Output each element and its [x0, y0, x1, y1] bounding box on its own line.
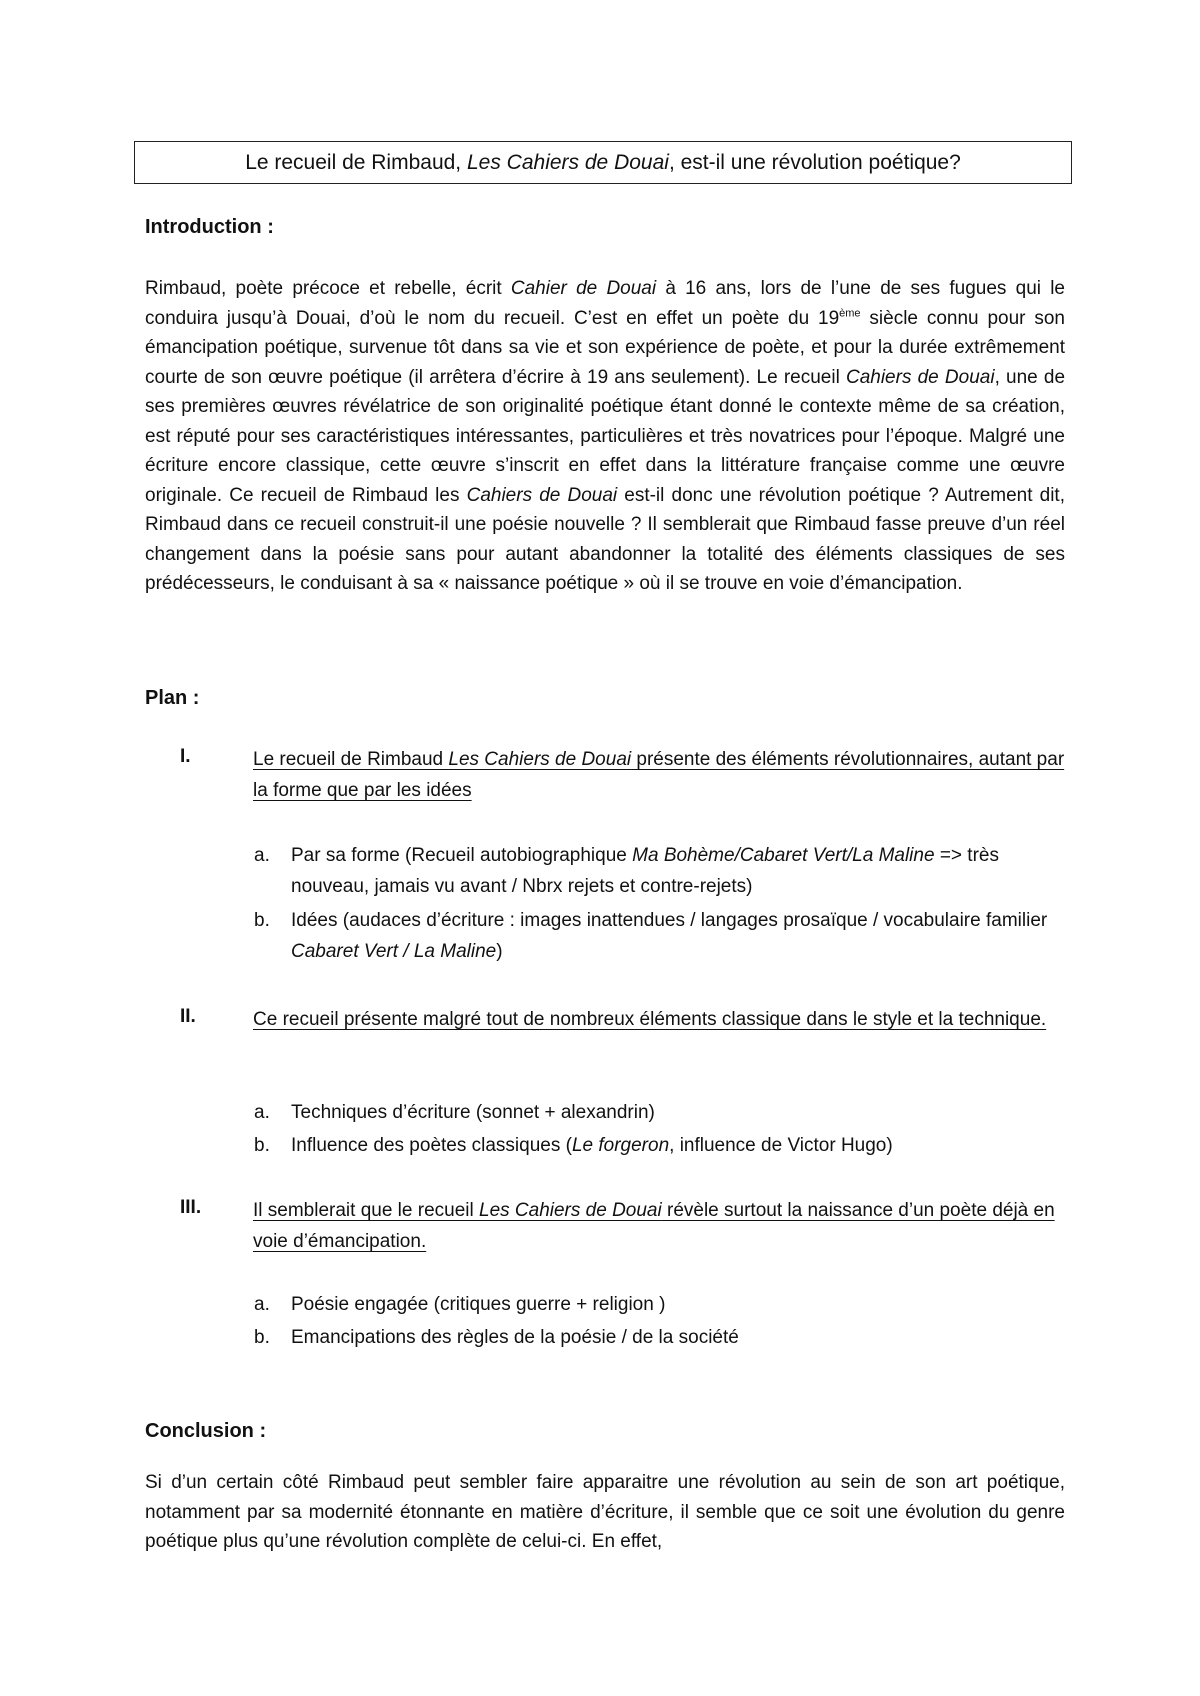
list-item-text: Emancipations des règles de la poésie / de la société	[291, 1327, 739, 1348]
conclusion-paragraph: Si d’un certain côté Rimbaud peut sembler faire apparaitre une révolution au sein de son art poétique, notamment par sa modernité étonnante en matière d’écriture, il semble que ce soit une évolution du genre poétique plus qu’une révolution complète de celui-ci. En effet,	[145, 1472, 1065, 1552]
list-marker: a.	[254, 845, 270, 866]
list-item-text: Influence des poètes classiques (Le forgeron, influence de Victor Hugo)	[291, 1135, 893, 1156]
plan-heading: Plan :	[145, 687, 200, 709]
list-item-text: Techniques d’écriture (sonnet + alexandrin)	[291, 1102, 655, 1123]
list-item	[254, 1130, 1054, 1161]
title-italic: Les Cahiers de Douai	[466, 150, 669, 174]
conclusion-heading: Conclusion :	[145, 1420, 267, 1442]
list-item	[254, 840, 1054, 902]
list-marker: a.	[254, 1102, 270, 1123]
document-title	[134, 141, 1072, 184]
list-item-text: Par sa forme (Recueil autobiographique Ma Bohème/Cabaret Vert/La Maline => très nouveau, jamais vu avant / Nbrx rejets et contre-rejets)	[291, 845, 999, 897]
title-text	[245, 151, 961, 175]
list-item	[254, 1322, 1054, 1353]
list-marker: a.	[254, 1294, 270, 1315]
part-numeral: III.	[180, 1197, 202, 1218]
introduction-paragraph: Rimbaud, poète précoce et rebelle, écrit Cahier de Douai à 16 ans, lors de l’une de ses fugues qui le conduira jusqu’à Douai, d’où le nom du recueil. C’est en effet un poète du 19ème siècle connu pour son émancipation poétique, survenue tôt dans sa vie et son expérience de poète, et pour la durée extrêmement courte de son œuvre poétique (il arrêtera d’écrire à 19 ans seulement). Le recueil Cahiers de Douai, une de ses premières œuvres révélatrice de son originalité poétique étant donné le contexte même de sa création, est réputé pour ses caractéristiques intéressantes, particulières et très novatrices pour l’époque. Malgré une écriture encore classique, cette œuvre s’inscrit en effet dans la littérature française comme une œuvre originale. Ce recueil de Rimbaud les Cahiers de Douai est-il donc une révolution poétique ? Autrement dit, Rimbaud dans ce recueil construit-il une poésie nouvelle ? Il semblerait que Rimbaud fasse preuve d’un réel changement dans la poésie sans pour autant abandonner la totalité des éléments classiques de ses prédécesseurs, le conduisant à sa « naissance poétique » où il se trouve en voie d’émancipation.	[145, 278, 1066, 594]
list-item	[254, 1097, 1054, 1128]
title-part: , est-il une révolution poétique?	[668, 150, 961, 174]
list-item-text: Poésie engagée (critiques guerre + religion )	[291, 1294, 666, 1315]
list-item	[254, 1289, 1054, 1320]
list-marker: b.	[254, 910, 270, 931]
title-part: Le recueil de Rimbaud,	[245, 150, 467, 174]
part-numeral: I.	[180, 746, 191, 767]
part-numeral: II.	[180, 1006, 196, 1027]
list-marker: b.	[254, 1135, 270, 1156]
part-title: Il semblerait que le recueil Les Cahiers de Douai révèle surtout la naissance d’un poète déjà en voie d’émancipation.	[253, 1200, 1055, 1252]
introduction-heading: Introduction :	[145, 216, 274, 238]
part-title: Ce recueil présente malgré tout de nombreux éléments classique dans le style et la technique.	[253, 1009, 1047, 1030]
list-item-text: Idées (audaces d’écriture : images inattendues / langages prosaïque / vocabulaire familier Cabaret Vert / La Maline)	[291, 910, 1048, 962]
list-marker: b.	[254, 1327, 270, 1348]
part-title: Le recueil de Rimbaud Les Cahiers de Douai présente des éléments révolutionnaires, autant par la forme que par les idées	[253, 749, 1065, 801]
list-item	[254, 905, 1054, 967]
